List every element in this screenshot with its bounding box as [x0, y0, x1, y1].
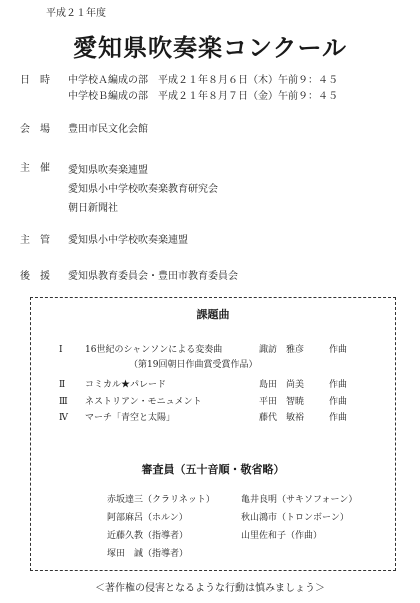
piece-role: 作曲: [329, 397, 348, 407]
info-line: 中学校Ａ編成の部 平成２１年８月６日（木）午前９：４５: [68, 75, 338, 86]
info-values: [68, 161, 218, 218]
judge-name: 山里佐和子（作曲）: [241, 531, 323, 541]
info-line: 豊田市民文化会館: [68, 124, 148, 135]
piece-title: コミカル★パレード: [85, 380, 167, 390]
copyright-notice: ＜著作権の侵害となるような行動は慎みましょう＞: [95, 583, 325, 594]
info-label: 日 時: [20, 75, 50, 86]
info-line: 愛知県小中学校吹奏楽連盟: [68, 235, 188, 246]
piece-number: Ⅱ: [59, 380, 66, 390]
set-pieces-title: 課題曲: [196, 308, 230, 321]
piece-composer: 平田 智暁: [259, 397, 305, 407]
page-title: 愛知県吹奏楽コンクール: [72, 33, 348, 62]
piece-composer: 藤代 敏裕: [259, 413, 305, 423]
info-values: [68, 122, 148, 138]
piece-note: （第19回朝日作曲賞受賞作品）: [129, 360, 258, 370]
info-values: [68, 73, 338, 105]
info-values: [68, 233, 188, 249]
info-line: 朝日新聞社: [68, 203, 118, 214]
program-box: [30, 297, 396, 571]
piece-number: Ⅰ: [59, 345, 63, 355]
info-label: 主 管: [20, 235, 50, 246]
piece-title: 16世紀のシャンソンによる変奏曲: [85, 345, 223, 355]
piece-role: 作曲: [329, 380, 348, 390]
piece-number: Ⅳ: [59, 413, 68, 423]
judge-name: 阿部麻呂（ホルン）: [107, 513, 188, 523]
info-values: [68, 269, 238, 285]
info-label: 会 場: [20, 124, 50, 135]
piece-role: 作曲: [329, 413, 348, 423]
piece-composer: 島田 尚美: [259, 380, 305, 390]
piece-title: マーチ「青空と太陽」: [85, 413, 176, 423]
piece-composer: 諏訪 雅彦: [259, 345, 305, 355]
info-label: 後 援: [20, 271, 50, 282]
judges-title: 審査員（五十音順・敬省略）: [141, 463, 285, 476]
judge-name: 秋山鴻市（トロンボーン）: [241, 513, 349, 523]
info-label: 主 催: [20, 163, 50, 174]
judge-name: 塚田 誠（指導者）: [107, 549, 189, 559]
piece-title: ネストリアン・モニュメント: [85, 397, 202, 407]
judge-name: 近藤久教（指導者）: [107, 531, 189, 541]
judge-name: 赤坂達三（クラリネット）: [107, 495, 215, 505]
info-line: 愛知県小中学校吹奏楽教育研究会: [68, 184, 218, 195]
info-line: 中学校Ｂ編成の部 平成２１年８月７日（金）午前９：４５: [68, 91, 338, 102]
info-line: 愛知県教育委員会・豊田市教育委員会: [68, 271, 238, 282]
info-line: 愛知県吹奏楽連盟: [68, 165, 148, 176]
piece-role: 作曲: [329, 345, 348, 355]
year-label: 平成２１年度: [46, 8, 106, 19]
judge-name: 亀井良明（サキソフォーン）: [241, 495, 358, 505]
piece-number: Ⅲ: [59, 397, 68, 407]
